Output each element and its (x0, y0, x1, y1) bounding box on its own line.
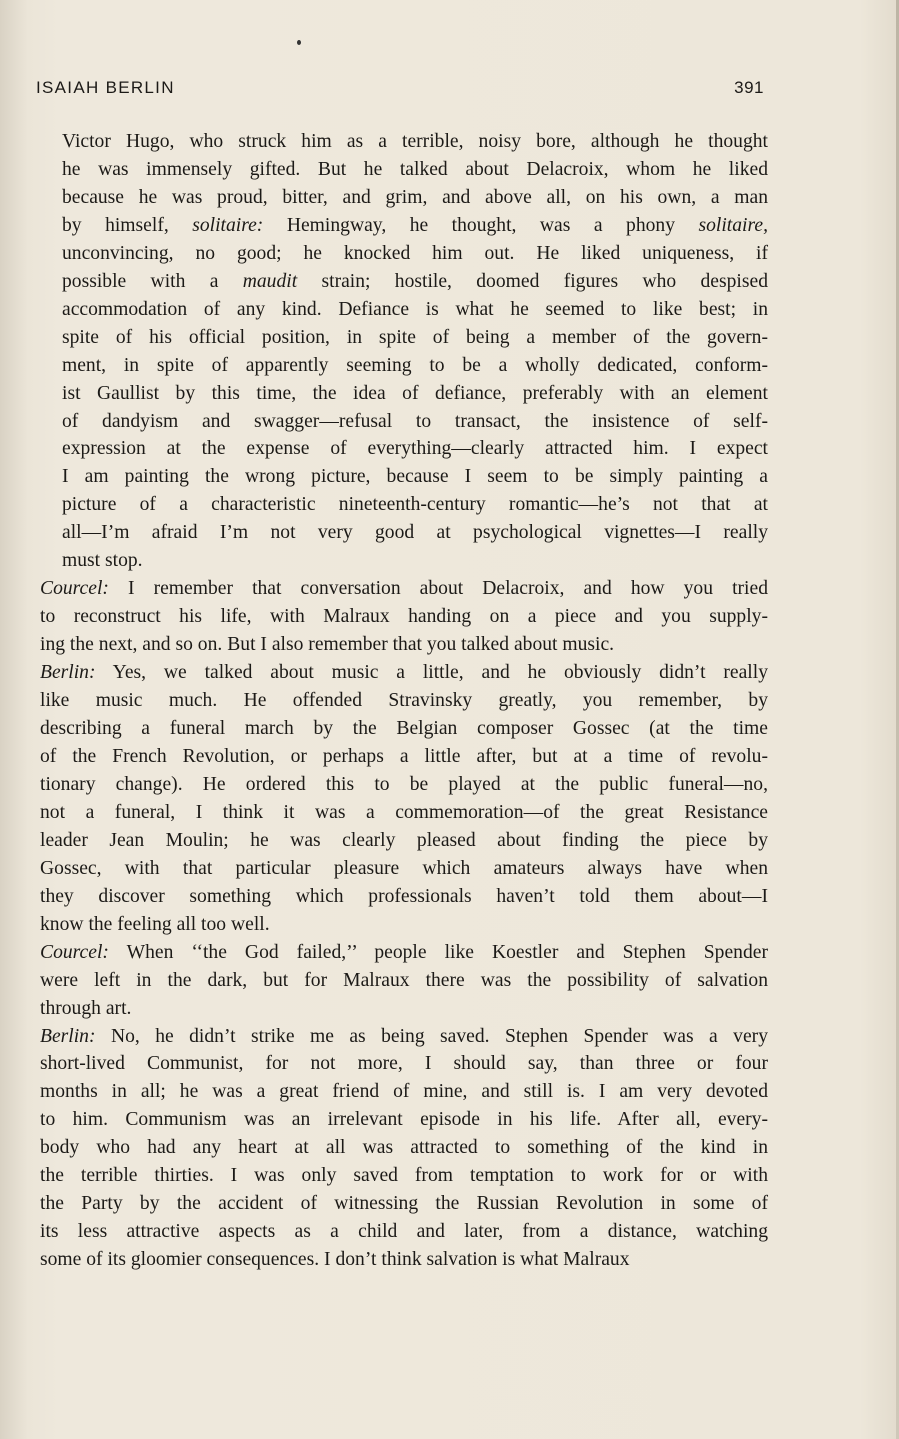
text-line: they discover something which professionals haven’t told them about—I (40, 885, 768, 907)
dialogue-paragraph (40, 659, 768, 939)
speaker-label: Berlin: (40, 1025, 96, 1047)
italic-term: solitaire, (698, 214, 768, 236)
text-line: know the feeling all too well. (40, 913, 270, 935)
text-line: ment, in spite of apparently seeming to be a wholly dedicated, conform- (62, 354, 768, 376)
text-line: Berlin: No, he didn’t strike me as being saved. Stephen Spender was a very (40, 1025, 768, 1047)
text-line: Berlin: Yes, we talked about music a little, and he obviously didn’t really (40, 662, 768, 684)
text-line: all—I’m afraid I’m not very good at psychological vignettes—I really (62, 522, 768, 544)
text-line: months in all; he was a great friend of mine, and still is. I am very devoted (40, 1081, 768, 1103)
text-line: leader Jean Moulin; he was clearly pleased about finding the piece by (40, 829, 768, 851)
text-line: of the French Revolution, or perhaps a little after, but at a time of revolu- (40, 745, 768, 767)
speaker-label: Berlin: (40, 662, 96, 684)
text-line: short-lived Communist, for not more, I should say, than three or four (40, 1053, 768, 1075)
text-line: unconvincing, no good; he knocked him out. He liked uniqueness, if (62, 242, 768, 264)
dialogue-paragraph (40, 1023, 768, 1275)
italic-term: solitaire: (192, 214, 264, 236)
text-line: ing the next, and so on. But I also remember that you talked about music. (40, 634, 615, 656)
text-paragraph (40, 128, 768, 575)
body-text (40, 128, 768, 1274)
text-line: not a funeral, I think it was a commemoration—of the great Resistance (40, 801, 768, 823)
page-number: 391 (734, 78, 764, 97)
text-line: must stop. (62, 550, 143, 572)
text-line: Courcel: When ‘‘the God failed,’’ people like Koestler and Stephen Spender (40, 941, 768, 963)
running-head (36, 78, 764, 102)
text-line: like music much. He offended Stravinsky greatly, you remember, by (40, 690, 768, 712)
text-line: by himself, solitaire: Hemingway, he thought, was a phony solitaire, (62, 214, 768, 236)
text-line: because he was proud, bitter, and grim, and above all, on his own, a man (62, 186, 768, 208)
text-line: tionary change). He ordered this to be played at the public funeral—no, (40, 773, 768, 795)
text-line: spite of his official position, in spite of being a member of the govern- (62, 326, 768, 348)
text-line: I am painting the wrong picture, because I seem to be simply painting a (62, 466, 768, 488)
text-line: describing a funeral march by the Belgian composer Gossec (at the time (40, 718, 768, 740)
text-line: body who had any heart at all was attracted to something of the kind in (40, 1137, 768, 1159)
text-line: he was immensely gifted. But he talked about Delacroix, whom he liked (62, 158, 768, 180)
text-line: the Party by the accident of witnessing the Russian Revolution in some of (40, 1193, 768, 1215)
text-line: expression at the expense of everything—clearly attracted him. I expect (62, 438, 768, 460)
dialogue-paragraph (40, 575, 768, 659)
text-line: ist Gaullist by this time, the idea of defiance, preferably with an element (62, 382, 768, 404)
text-line: accommodation of any kind. Defiance is what he seemed to like best; in (62, 298, 768, 320)
speaker-label: Courcel: (40, 941, 109, 963)
text-line: Gossec, with that particular pleasure which amateurs always have when (40, 857, 768, 879)
text-line: through art. (40, 997, 132, 1019)
text-line: its less attractive aspects as a child and later, from a distance, watching (40, 1221, 768, 1243)
text-line: picture of a characteristic nineteenth-century romantic—he’s not that at (62, 494, 768, 516)
italic-term: maudit (242, 270, 298, 292)
text-line: Courcel: I remember that conversation about Delacroix, and how you tried (40, 578, 768, 600)
text-line: to him. Communism was an irrelevant episode in his life. After all, every- (40, 1109, 768, 1131)
text-line: Victor Hugo, who struck him as a terrible, noisy bore, although he thought (62, 131, 768, 152)
dialogue-paragraph (40, 939, 768, 1023)
text-line: to reconstruct his life, with Malraux handing on a piece and you supply- (40, 606, 768, 628)
speaker-label: Courcel: (40, 578, 109, 600)
ink-speck (297, 40, 301, 45)
text-line: some of its gloomier consequences. I don’t think salvation is what Malraux (40, 1249, 630, 1271)
text-line: were left in the dark, but for Malraux there was the possibility of salvation (40, 969, 768, 991)
text-line: possible with a maudit strain; hostile, doomed figures who despised (62, 270, 768, 292)
text-line: the terrible thirties. I was only saved from temptation to work for or with (40, 1165, 768, 1187)
running-title: ISAIAH BERLIN (36, 78, 175, 97)
text-line: of dandyism and swagger—refusal to transact, the insistence of self- (62, 410, 768, 432)
